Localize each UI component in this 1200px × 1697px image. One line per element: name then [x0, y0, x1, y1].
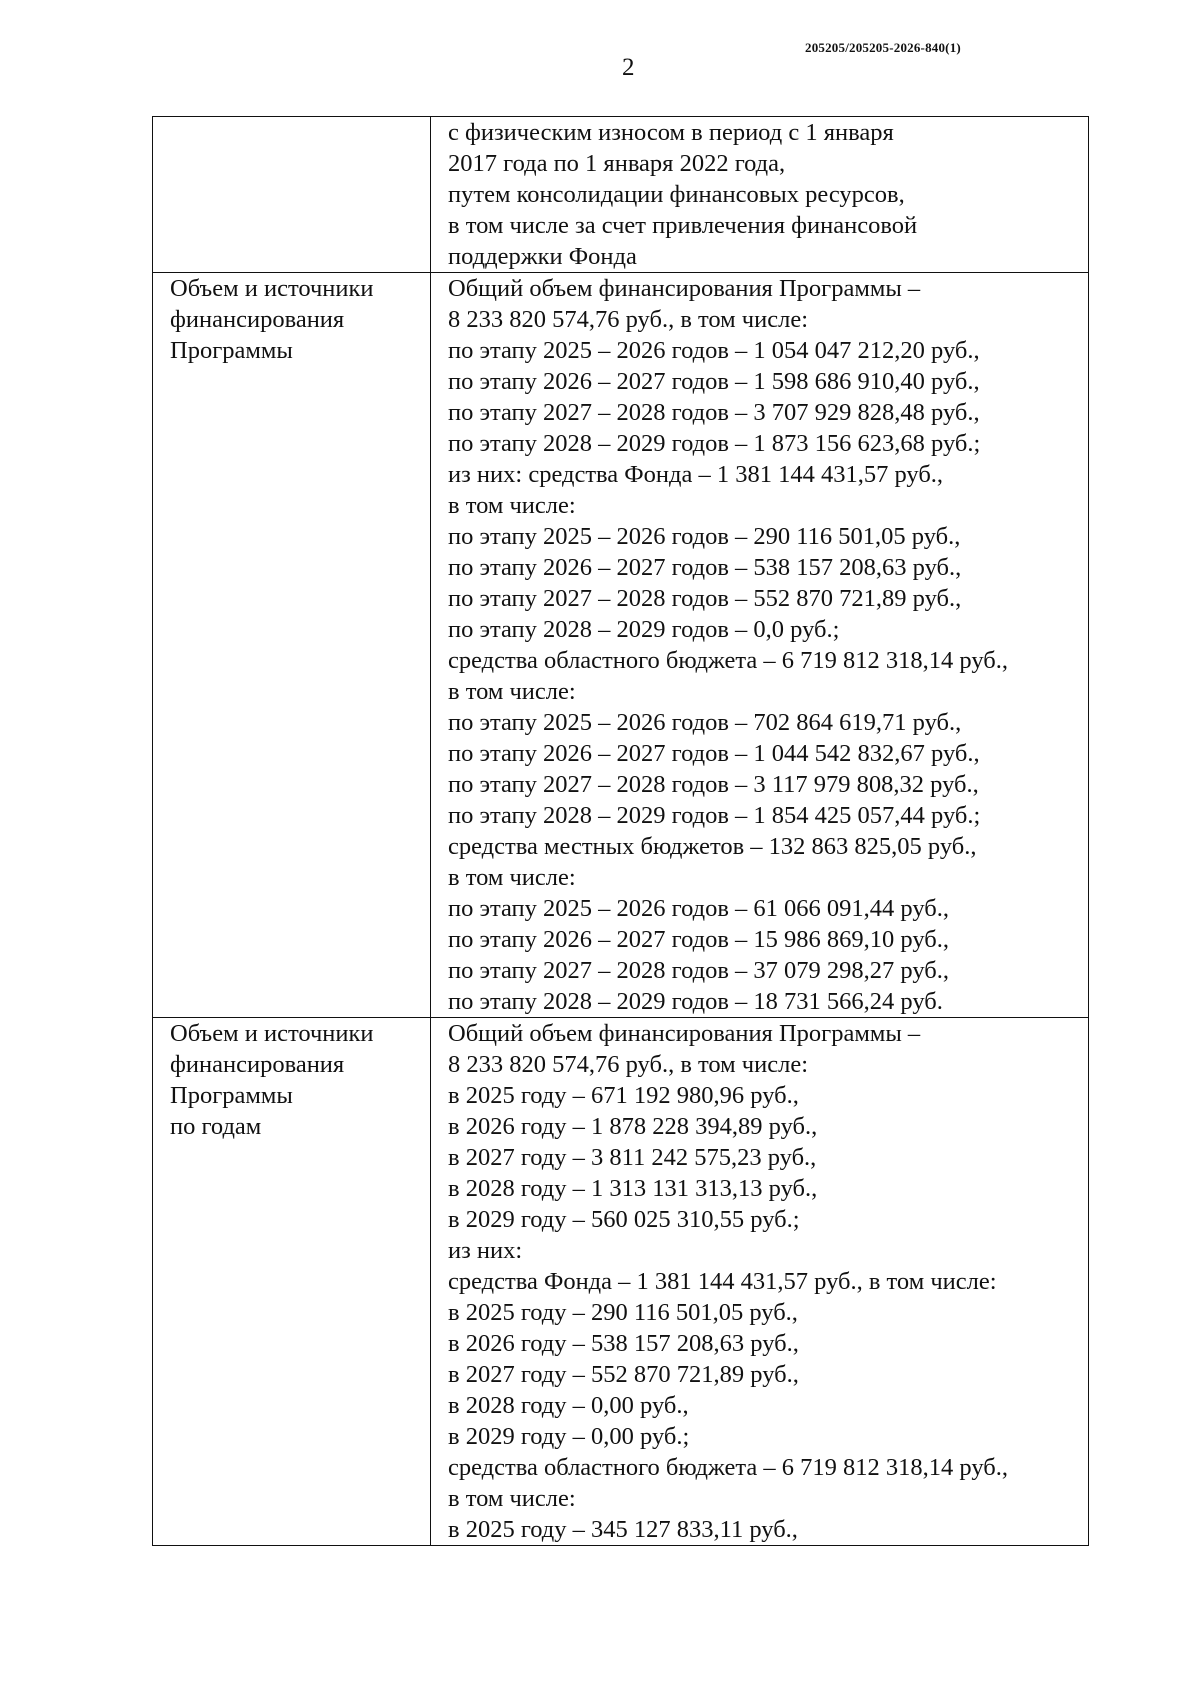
text-line: по этапу 2027 – 2028 годов – 3 117 979 808,32 руб.,: [448, 771, 979, 798]
text-line: в 2025 году – 290 116 501,05 руб.,: [448, 1299, 798, 1326]
label-line: финансирования: [170, 1051, 345, 1078]
text-line: по этапу 2025 – 2026 годов – 290 116 501,05 руб.,: [448, 523, 961, 550]
text-line: по этапу 2026 – 2027 годов – 1 598 686 910,40 руб.,: [448, 368, 980, 395]
text-line: по этапу 2027 – 2028 годов – 3 707 929 828,48 руб.,: [448, 399, 980, 426]
text-line: по этапу 2027 – 2028 годов – 552 870 721,89 руб.,: [448, 585, 962, 612]
text-line: из них: средства Фонда – 1 381 144 431,57 руб.,: [448, 461, 944, 488]
text-line: в 2026 году – 1 878 228 394,89 руб.,: [448, 1113, 818, 1140]
text-line: по этапу 2027 – 2028 годов – 37 079 298,27 руб.,: [448, 957, 950, 984]
label-line: финансирования: [170, 306, 345, 333]
row-label-cell: [153, 1018, 431, 1546]
text-line: средства Фонда – 1 381 144 431,57 руб., в том числе:: [448, 1268, 997, 1295]
text-line: в 2027 году – 3 811 242 575,23 руб.,: [448, 1144, 817, 1171]
text-line: в том числе:: [448, 678, 576, 705]
text-line: Общий объем финансирования Программы –: [448, 1020, 921, 1047]
label-line: Программы: [170, 1082, 293, 1109]
passport-table: [152, 116, 1089, 1546]
text-line: по этапу 2025 – 2026 годов – 702 864 619,71 руб.,: [448, 709, 962, 736]
text-line: в том числе:: [448, 1485, 576, 1512]
text-line: по этапу 2025 – 2026 годов – 61 066 091,44 руб.,: [448, 895, 950, 922]
text-line: по этапу 2028 – 2029 годов – 0,0 руб.;: [448, 616, 840, 643]
document-code: 205205/205205-2026-840(1): [805, 40, 961, 55]
text-line: в том числе:: [448, 492, 576, 519]
row-text-cell: [431, 117, 1089, 273]
row-text-cell: [431, 273, 1089, 1018]
text-line: средства областного бюджета – 6 719 812 318,14 руб.,: [448, 1454, 1008, 1481]
text-line: поддержки Фонда: [448, 243, 637, 270]
table-row: [153, 273, 1089, 1018]
label-line: по годам: [170, 1113, 262, 1140]
text-line: в 2029 году – 0,00 руб.;: [448, 1423, 690, 1450]
text-line: по этапу 2028 – 2029 годов – 1 873 156 623,68 руб.;: [448, 430, 981, 457]
table-row: [153, 117, 1089, 273]
row-label-cell: [153, 117, 431, 273]
page-number: 2: [622, 54, 635, 81]
text-line: с физическим износом в период с 1 января: [448, 119, 894, 146]
text-line: по этапу 2026 – 2027 годов – 538 157 208,63 руб.,: [448, 554, 962, 581]
text-line: в 2026 году – 538 157 208,63 руб.,: [448, 1330, 799, 1357]
text-line: по этапу 2028 – 2029 годов – 1 854 425 057,44 руб.;: [448, 802, 981, 829]
text-line: в 2027 году – 552 870 721,89 руб.,: [448, 1361, 799, 1388]
text-line: по этапу 2026 – 2027 годов – 15 986 869,10 руб.,: [448, 926, 950, 953]
table-row: [153, 1018, 1089, 1546]
label-line: Программы: [170, 337, 293, 364]
row-label-cell: [153, 273, 431, 1018]
text-line: в 2028 году – 0,00 руб.,: [448, 1392, 689, 1419]
text-line: в 2025 году – 671 192 980,96 руб.,: [448, 1082, 799, 1109]
text-line: в 2028 году – 1 313 131 313,13 руб.,: [448, 1175, 818, 1202]
text-line: 8 233 820 574,76 руб., в том числе:: [448, 306, 809, 333]
text-line: 2017 года по 1 января 2022 года,: [448, 150, 786, 177]
text-line: из них:: [448, 1237, 523, 1264]
text-line: 8 233 820 574,76 руб., в том числе:: [448, 1051, 809, 1078]
label-line: Объем и источники: [170, 275, 374, 302]
text-line: по этапу 2028 – 2029 годов – 18 731 566,24 руб.: [448, 988, 943, 1015]
text-line: Общий объем финансирования Программы –: [448, 275, 921, 302]
text-line: в том числе:: [448, 864, 576, 891]
text-line: в 2029 году – 560 025 310,55 руб.;: [448, 1206, 800, 1233]
text-line: по этапу 2026 – 2027 годов – 1 044 542 832,67 руб.,: [448, 740, 980, 767]
text-line: средства областного бюджета – 6 719 812 318,14 руб.,: [448, 647, 1008, 674]
text-line: по этапу 2025 – 2026 годов – 1 054 047 212,20 руб.,: [448, 337, 980, 364]
label-line: Объем и источники: [170, 1020, 374, 1047]
row-text-cell: [431, 1018, 1089, 1546]
text-line: средства местных бюджетов – 132 863 825,05 руб.,: [448, 833, 977, 860]
text-line: путем консолидации финансовых ресурсов,: [448, 181, 905, 208]
text-line: в том числе за счет привлечения финансовой: [448, 212, 918, 239]
text-line: в 2025 году – 345 127 833,11 руб.,: [448, 1516, 798, 1543]
